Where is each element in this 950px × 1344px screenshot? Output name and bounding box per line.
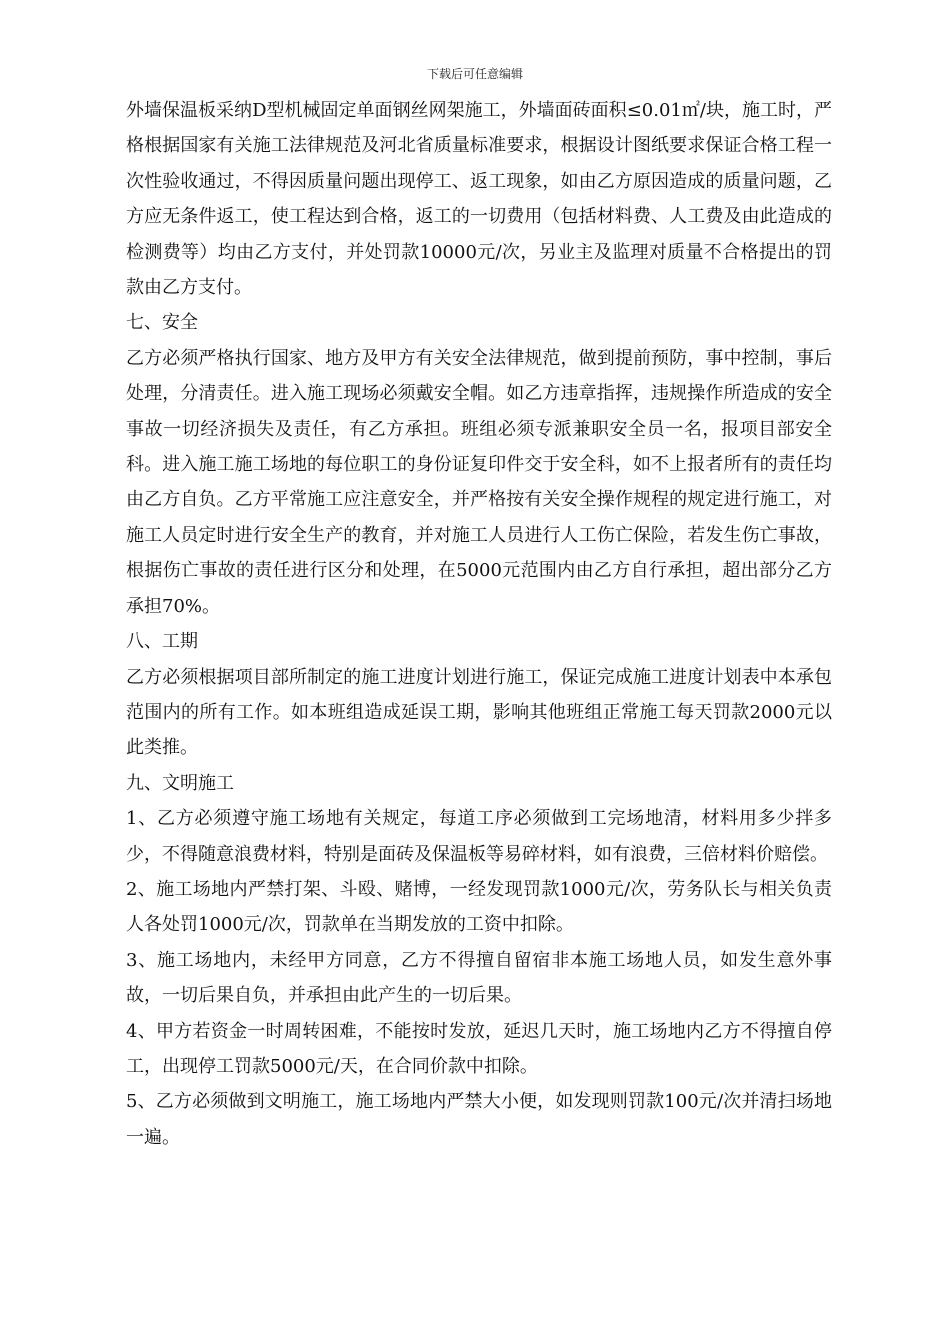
list-item-5: 5、乙方必须做到文明施工，施工场地内严禁大小便，如发现则罚款100元/次并清扫场地一遍。: [126, 1091, 832, 1148]
section-heading-safety: 七、安全: [126, 312, 198, 334]
paragraph-safety-terms: 乙方必须严格执行国家、地方及甲方有关安全法律规范，做到提前预防，事中控制，事后处理，分清责任。进入施工现场必须戴安全帽。如乙方违章指挥，违规操作所造成的安全事故一切经济损失及责任，有乙方承担。班组必须专派兼职安全员一名，报项目部安全科。进入施工施工场地的每位职工的身份证复印件交于安全科，如不上报者所有的责任均由乙方自负。乙方平常施工应注意安全，并严格按有关安全操作规程的规定进行施工，对施工人员定时进行安全生产的教育，并对施工人员进行人工伤亡保险，若发生伤亡事故，根据伤亡事故的责任进行区分和处理，在5000元范围内由乙方自行承担，超出部分乙方承担70%。: [126, 347, 832, 617]
list-item-3: 3、施工场地内，未经甲方同意，乙方不得擅自留宿非本施工场地人员，如发生意外事故，一切后果自负，并承担由此产生的一切后果。: [126, 949, 832, 1007]
list-item-1: 1、乙方必须遵守施工场地有关规定，每道工序必须做到工完场地清，材料用多少拌多少，不得随意浪费材料，特别是面砖及保温板等易碎材料，如有浪费，三倍材料价赔偿。: [126, 808, 832, 865]
list-item-2: 2、施工场地内严禁打架、斗殴、赌博，一经发现罚款1000元/次，劳务队长与相关负责人各处罚1000元/次，罚款单在当期发放的工资中扣除。: [126, 878, 832, 936]
page-header: 下载后可任意编辑: [426, 67, 523, 81]
section-heading-schedule: 八、工期: [126, 631, 198, 653]
paragraph-schedule-terms: 乙方必须根据项目部所制定的施工进度计划进行施工，保证完成施工进度计划表中本承包范围内的所有工作。如本班组造成延误工期，影响其他班组正常施工每天罚款2000元以此类推。: [126, 666, 832, 759]
list-item-4: 4、甲方若资金一时周转困难，不能按时发放，延迟几天时，施工场地内乙方不得擅自停工，出现停工罚款5000元/天，在合同价款中扣除。: [126, 1020, 832, 1077]
document-body: [126, 93, 832, 1155]
section-heading-civilized-construction: 九、文明施工: [126, 772, 234, 794]
paragraph-quality-terms: 外墙保温板采纳D型机械固定单面钢丝网架施工，外墙面砖面积≤0.01㎡/块，施工时，严格根据国家有关施工法律规范及河北省质量标准要求，根据设计图纸要求保证合格工程一次性验收通过，不得因质量问题出现停工、返工现象，如由乙方原因造成的质量问题，乙方应无条件返工，使工程达到合格，返工的一切费用（包括材料费、人工费及由此造成的检测费等）均由乙方支付，并处罚款10000元/次，另业主及监理对质量不合格提出的罚款由乙方支付。: [126, 100, 832, 299]
